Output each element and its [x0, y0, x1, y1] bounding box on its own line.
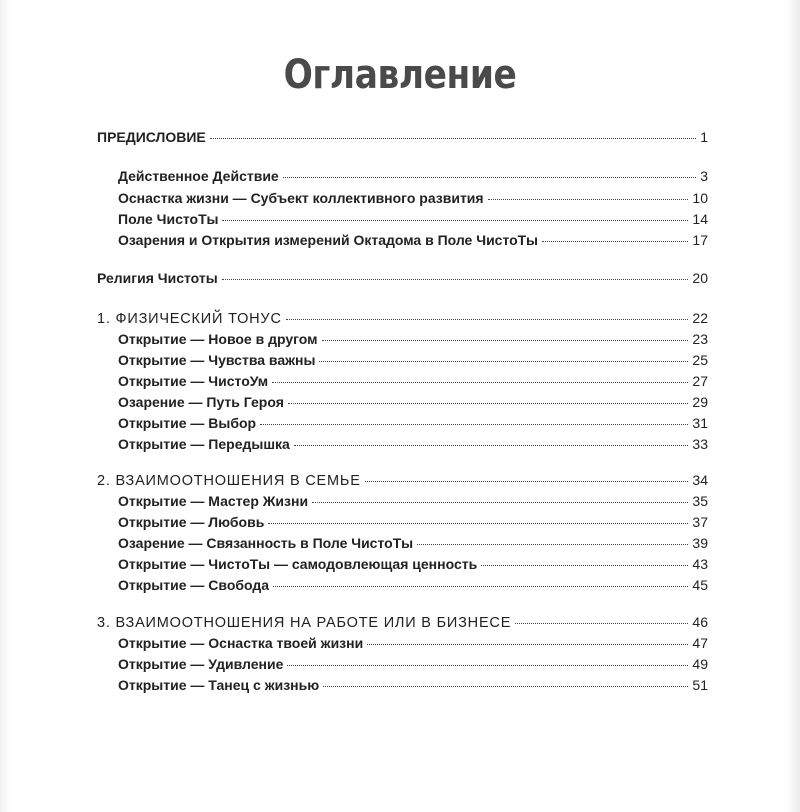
toc-entry[interactable]	[118, 330, 708, 348]
toc-entry[interactable]	[118, 351, 708, 369]
toc-entry-label: Открытие — Передышка	[118, 436, 290, 452]
toc-page-number: 45	[692, 577, 708, 593]
toc-page-number: 39	[692, 535, 708, 551]
toc-page-number: 10	[692, 190, 708, 206]
dot-leader	[323, 686, 688, 687]
dot-leader	[481, 565, 688, 566]
toc-entry-label: Открытие — Новое в другом	[118, 331, 318, 347]
dot-leader	[268, 523, 688, 524]
toc-page-number: 22	[692, 310, 708, 326]
toc-entry-label: Озарения и Открытия измерений Октадома в Поле ЧистоТы	[118, 232, 539, 248]
toc-page-number: 37	[692, 514, 708, 530]
dot-leader	[273, 586, 688, 587]
toc-page-number: 27	[692, 373, 708, 389]
toc-page-number: 14	[692, 211, 708, 227]
toc-chapter-label: 1. ФИЗИЧЕСКИЙ ТОНУС	[97, 311, 282, 327]
dot-leader	[288, 403, 689, 404]
toc-entry[interactable]	[118, 231, 708, 249]
toc-entry-label: Открытие — Выбор	[118, 415, 257, 431]
toc-chapter-1[interactable]	[97, 309, 708, 328]
toc-entry[interactable]	[118, 555, 708, 573]
toc-entry-label: Озарение — Связанность в Поле ЧистоТы	[118, 535, 414, 551]
toc-entry[interactable]	[118, 210, 708, 228]
dot-leader	[272, 382, 688, 383]
toc-entry-label: Открытие — Любовь	[118, 514, 265, 530]
toc-entry[interactable]	[118, 513, 708, 531]
dot-leader	[294, 445, 689, 446]
toc-chapter-label: 3. ВЗАИМООТНОШЕНИЯ НА РАБОТЕ ИЛИ В БИЗНЕСЕ	[97, 615, 512, 631]
toc-entry-label: Действенное Действие	[118, 168, 279, 184]
dot-leader	[365, 481, 689, 482]
toc-page-number: 47	[692, 635, 708, 651]
toc-page-number: 31	[692, 415, 708, 431]
dot-leader	[417, 544, 688, 545]
toc-page-number: 17	[692, 232, 708, 248]
dot-leader	[260, 424, 688, 425]
toc-entry-preface[interactable]	[97, 128, 708, 146]
dot-leader	[210, 138, 696, 139]
dot-leader	[319, 361, 688, 362]
toc-entry-religion[interactable]	[97, 269, 708, 287]
dot-leader	[286, 319, 689, 320]
toc-entry[interactable]	[118, 372, 708, 390]
page-title: Оглавление	[283, 52, 517, 98]
toc-entry-label: ПРЕДИСЛОВИЕ	[97, 129, 206, 145]
toc-entry[interactable]	[118, 676, 708, 694]
toc-chapter-2[interactable]	[97, 471, 708, 490]
toc-entry-label: Озарение — Путь Героя	[118, 394, 284, 410]
toc-entry[interactable]	[118, 167, 708, 185]
page-right-shadow	[786, 0, 800, 812]
toc-entry[interactable]	[118, 492, 708, 510]
toc-entry-label: Открытие — Чувства важны	[118, 352, 316, 368]
toc-chapter-label: 2. ВЗАИМООТНОШЕНИЯ В СЕМЬЕ	[97, 473, 361, 489]
toc-entry-label: Открытие — Танец с жизнью	[118, 677, 320, 693]
toc-page-number: 3	[700, 168, 708, 184]
toc-page-number: 23	[692, 331, 708, 347]
toc-page-number: 29	[692, 394, 708, 410]
dot-leader	[488, 199, 689, 200]
toc-entry[interactable]	[118, 414, 708, 432]
toc-entry-label: Открытие — Мастер Жизни	[118, 493, 309, 509]
dot-leader	[515, 623, 688, 624]
toc-page-number: 46	[692, 614, 708, 630]
toc-page-number: 49	[692, 656, 708, 672]
toc-page-number: 20	[692, 270, 708, 286]
dot-leader	[312, 502, 688, 503]
toc-entry-label: Поле ЧистоТы	[118, 211, 219, 227]
toc-page-number: 1	[700, 129, 708, 145]
dot-leader	[367, 644, 688, 645]
dot-leader	[222, 279, 689, 280]
dot-leader	[283, 177, 696, 178]
dot-leader	[322, 340, 689, 341]
dot-leader	[287, 665, 688, 666]
toc-page-number: 51	[692, 677, 708, 693]
toc-entry[interactable]	[118, 189, 708, 207]
toc-entry[interactable]	[118, 534, 708, 552]
toc-entry[interactable]	[118, 576, 708, 594]
page-left-shadow	[0, 0, 10, 812]
dot-leader	[222, 220, 688, 221]
toc-chapter-3[interactable]	[97, 613, 708, 632]
toc-entry-label: Открытие — Оснастка твоей жизни	[118, 635, 364, 651]
toc-entry-label: Открытие — Удивление	[118, 656, 284, 672]
toc-entry-label: Открытие — Свобода	[118, 577, 270, 593]
toc-entry[interactable]	[118, 634, 708, 652]
toc-entry-label: Религия Чистоты	[97, 270, 218, 286]
toc-page-number: 25	[692, 352, 708, 368]
toc-entry[interactable]	[118, 435, 708, 453]
toc-entry-label: Открытие — ЧистоТы — самодовлеющая ценность	[118, 556, 478, 572]
toc-page-number: 35	[692, 493, 708, 509]
toc-entry[interactable]	[118, 393, 708, 411]
toc-entry-label: Открытие — ЧистоУм	[118, 373, 269, 389]
toc-page-number: 34	[692, 472, 708, 488]
toc-page-number: 33	[692, 436, 708, 452]
dot-leader	[542, 241, 688, 242]
toc-page-number: 43	[692, 556, 708, 572]
toc-entry[interactable]	[118, 655, 708, 673]
toc-entry-label: Оснастка жизни — Субъект коллективного развития	[118, 190, 484, 206]
